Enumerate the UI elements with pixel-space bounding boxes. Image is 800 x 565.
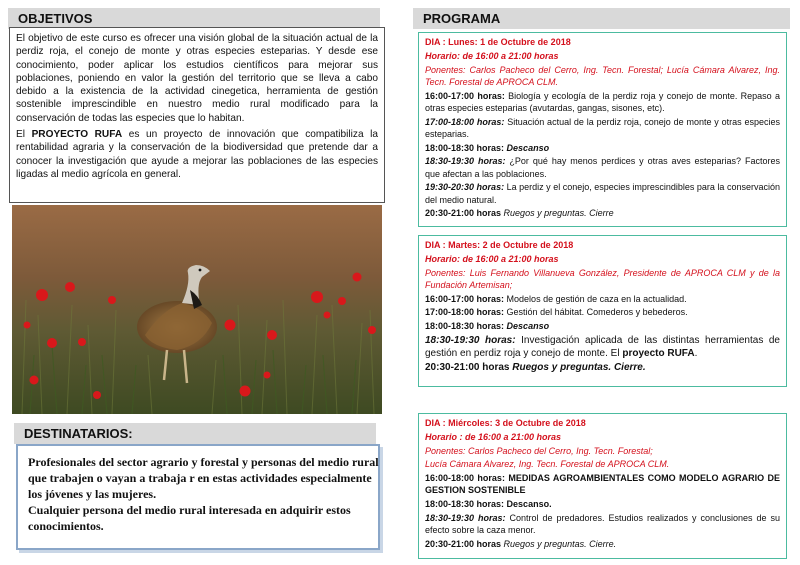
day-schedule: Horario : de 16:00 a 21:00 horas <box>425 431 562 442</box>
destinatarios-box <box>16 444 380 550</box>
session-item: 16:00-17:00 horas: Modelos de gestión de caza en la actualidad. <box>425 293 687 304</box>
day-schedule: Horario: de 16:00 a 21:00 horas <box>425 253 559 264</box>
objetivos-paragraph-2: El PROYECTO RUFA es un proyecto de innovación que compatibiliza la rentabilidad agraria y la conservación de la biodiversidad que pretende dar a conocer la investigación que ayude a mejorar las poblaciones de las especies ligadas al medio agrícola en general. <box>16 129 379 180</box>
session-item: 18:00-18:30 horas: Descanso <box>425 142 550 153</box>
session-item: 20:30-21:00 horas Ruegos y preguntas. Cierre. <box>425 361 646 373</box>
destinatarios-line: conocimientos. <box>28 519 104 533</box>
destinatarios-heading: DESTINATARIOS: <box>14 423 376 444</box>
destinatarios-line: que trabajen o vayan a trabaja r en estas actividades especialmente <box>28 471 372 485</box>
day-title: DIA : Martes: 2 de Octubre de 2018 <box>425 240 574 250</box>
objetivos-box <box>9 27 385 203</box>
day-title: DIA : Lunes: 1 de Octubre de 2018 <box>425 37 571 47</box>
bird-field-photo <box>12 205 382 414</box>
session-item: 16:00-17:00 horas: Biología y ecología de la perdiz roja y conejo de monte. Repaso a otras especies esteparias (avutardas, gangas, sisones, etc). <box>425 90 780 113</box>
destinatarios-line: Cualquier persona del medio rural interesada en adquirir estos <box>28 503 351 517</box>
session-item: 18:00-18:30 horas: Descanso <box>425 321 550 332</box>
session-item: 18:30-19:30 horas: ¿Por qué hay menos perdices y otras aves esteparias? Factores que afectan a las poblaciones. <box>425 156 780 179</box>
day-speakers: Ponentes: Carlos Pacheco del Cerro, Ing. Tecn. Forestal; Lucía Cámara Alvarez, Ing. Tecn. Forestal de APROCA CLM. <box>425 64 780 87</box>
day-speakers: Ponentes: Luis Fernando Villanueva González, Presidente de APROCA CLM y de la Fundación Artemisan; <box>425 267 780 290</box>
session-item: 17:00-18:00 horas: Situación actual de la perdiz roja, conejo de monte y otras especies esteparias. <box>425 116 780 139</box>
session-item: 18:00-18:30 horas: Descanso. <box>425 499 552 510</box>
day-schedule: Horario: de 16:00 a 21:00 horas <box>425 50 559 61</box>
day-speakers: Ponentes: Carlos Pacheco del Cerro, Ing. Tecn. Forestal; <box>425 445 653 456</box>
session-item: 16:00-18:00 horas: MEDIDAS AGROAMBIENTALES COMO MODELO AGRARIO DE GESTION SOSTENIBLE <box>425 473 780 496</box>
day-monday-box <box>418 32 787 227</box>
proyecto-rufa-label: PROYECTO RUFA <box>31 129 123 141</box>
day-wednesday-box <box>418 413 787 559</box>
day-speakers-2: Lucía Cámara Alvarez, Ing. Tecn. Forestal de APROCA CLM. <box>425 459 670 470</box>
objetivos-paragraph-1: El objetivo de este curso es ofrecer una visión global de la situación actual de la perdiz roja, el conejo de monte y otras especies esteparias. Y desde ese conocimiento, poder aplicar los estudios científicos para mejorar sus poblaciones, poniendo en valor la gestión del territorio que se lleva a cabo debido a la existencia de la actividad cinegetica, herramienta de gestión sostenible imprescindible en nuestro medio rural modificado para la conservación de todas las especies que lo habitan. <box>16 33 378 124</box>
day-title: DIA : Miércoles: 3 de Octubre de 2018 <box>425 418 586 428</box>
session-item: 19:30-20:30 horas: La perdiz y el conejo, especies imprescindibles para la conservación del medio natural. <box>425 182 780 205</box>
session-item: 17:00-18:00 horas: Gestión del hábitat. Comederos y bebederos. <box>425 307 688 318</box>
destinatarios-line: los jóvenes y las mujeres. <box>28 487 157 501</box>
programa-heading: PROGRAMA <box>413 8 790 29</box>
day-tuesday-box <box>418 235 787 387</box>
objetivos-heading: OBJETIVOS <box>8 8 380 29</box>
bustard-in-meadow-image <box>12 205 382 414</box>
session-item: 20:30-21:00 horas Ruegos y preguntas. Cierre. <box>425 538 617 549</box>
session-item: 18:30-19:30 horas: Investigación aplicada de las distintas herramientas de gestión en perdiz roja y conejo de monte. El proyecto RUFA. <box>425 334 780 359</box>
destinatarios-line: Profesionales del sector agrario y forestal y personas del medio rural <box>28 455 379 469</box>
session-item: 20:30-21:00 horas Ruegos y preguntas. Cierre <box>425 208 614 219</box>
session-item: 18:30-19:30 horas: Control de predadores. Estudios realizados y conclusiones de su efecto sobre la caza menor. <box>425 512 780 536</box>
